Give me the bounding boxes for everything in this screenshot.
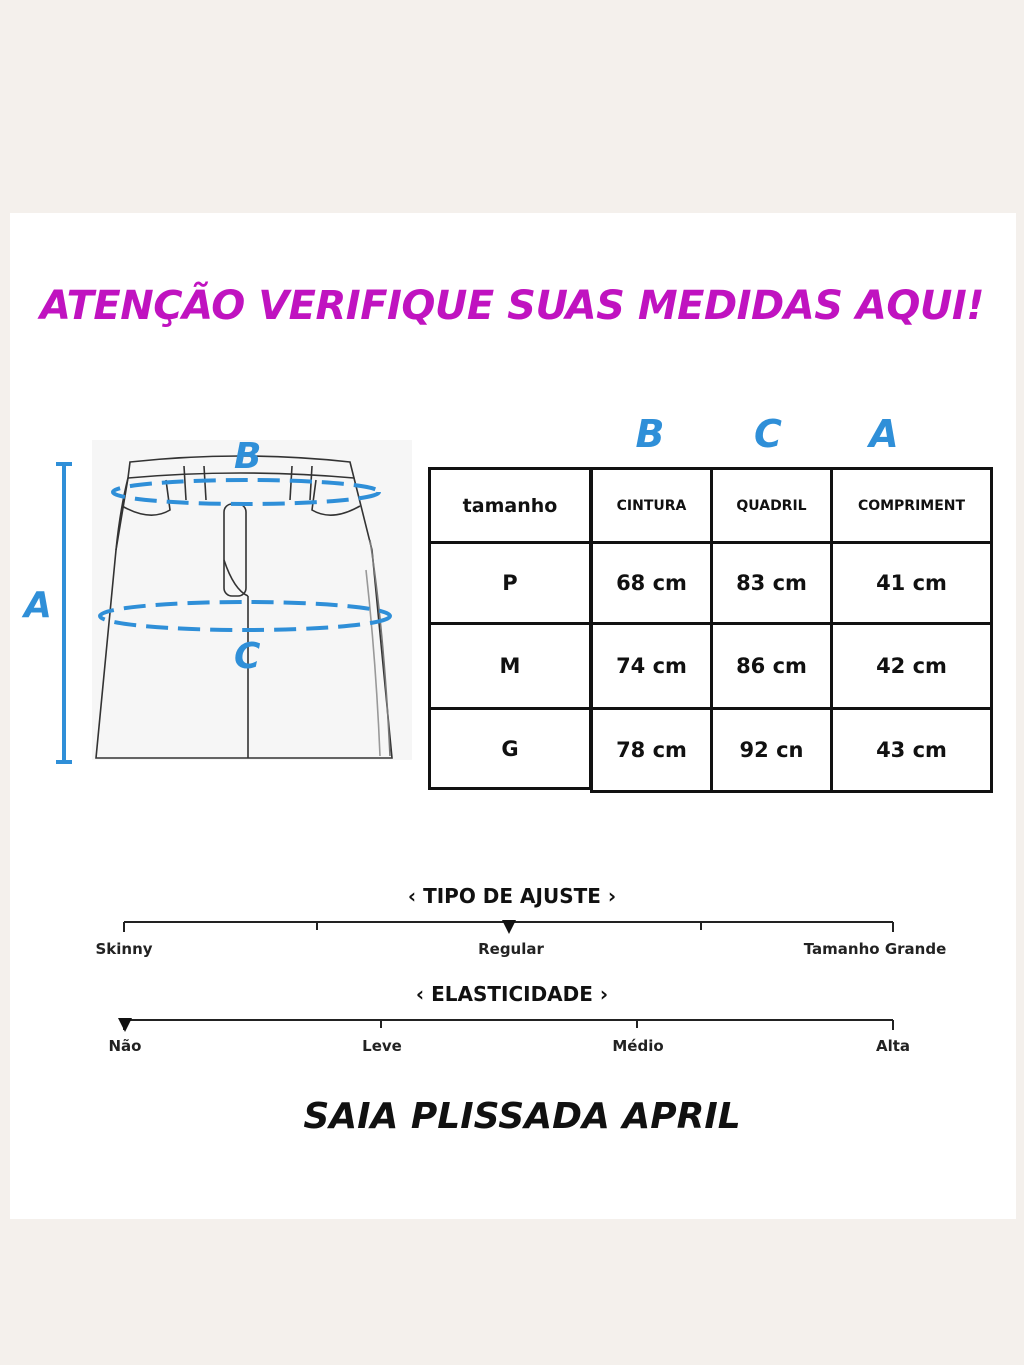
fit-label-regular: Regular <box>478 940 544 958</box>
fit-label-skinny: Skinny <box>95 940 153 958</box>
fit-scale-title: ‹ TIPO DE AJUSTE › <box>407 884 617 908</box>
value-cell: 78 cm <box>590 707 713 793</box>
elasticity-label-light: Leve <box>362 1037 402 1055</box>
headline: ATENÇÃO VERIFIQUE SUAS MEDIDAS AQUI! <box>40 283 984 329</box>
fit-selected-marker <box>502 920 516 934</box>
elasticity-scale-title: ‹ ELASTICIDADE › <box>415 982 609 1006</box>
fit-scale-line <box>0 910 1024 940</box>
header-hip: QUADRIL <box>710 467 833 544</box>
size-cell: P <box>428 541 592 625</box>
header-size: tamanho <box>428 467 592 544</box>
value-cell: 68 cm <box>590 541 713 625</box>
elasticity-label-none: Não <box>108 1037 142 1055</box>
header-waist: CINTURA <box>590 467 713 544</box>
diagram-label-c: C <box>234 636 261 677</box>
skirt-diagram <box>20 430 420 780</box>
size-cell: G <box>428 707 592 790</box>
value-cell: 83 cm <box>710 541 833 625</box>
value-cell: 86 cm <box>710 622 833 710</box>
column-letter-waist: B <box>635 412 665 456</box>
diagram-label-a: A <box>24 585 52 626</box>
value-cell: 92 cn <box>710 707 833 793</box>
value-cell: 42 cm <box>830 622 993 710</box>
column-letter-length: A <box>869 412 899 456</box>
value-cell: 74 cm <box>590 622 713 710</box>
length-measure-line <box>56 464 72 762</box>
size-cell: M <box>428 622 592 710</box>
value-cell: 43 cm <box>830 707 993 793</box>
column-letter-hip: C <box>754 412 782 456</box>
product-name: SAIA PLISSADA APRIL <box>303 1096 741 1137</box>
elasticity-label-high: Alta <box>875 1037 911 1055</box>
elasticity-label-medium: Médio <box>612 1037 664 1055</box>
elasticity-scale-line <box>0 1008 1024 1038</box>
diagram-label-b: B <box>234 436 262 477</box>
header-length: COMPRIMENT <box>830 467 993 544</box>
elasticity-selected-marker <box>118 1018 132 1032</box>
value-cell: 41 cm <box>830 541 993 625</box>
fit-label-large: Tamanho Grande <box>803 940 947 958</box>
